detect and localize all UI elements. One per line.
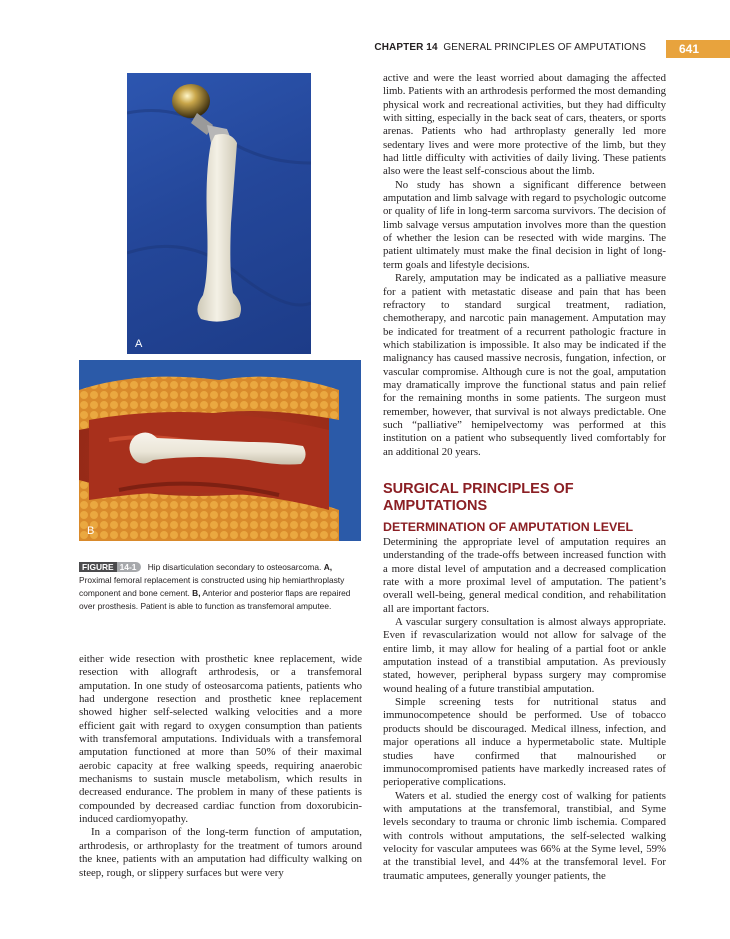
chapter-heading bbox=[374, 42, 646, 53]
paragraph: A vascular surgery consultation is almost always appropriate. Even if revascularization would not allow for salvage of the entire limb, it may allow for healing of a partial foot or ankle amputation instead of a transtibial amputation. As previously stated, however, peripheral bypass surgery may compromise wound healing of a future transtibial amputation. bbox=[383, 616, 666, 695]
prosthesis-illustration bbox=[127, 73, 311, 354]
paragraph: Determining the appropriate level of amputation requires an understanding of the trade-offs between increased function with a more distal level of amputation and a decreased complication rate with a more proximal level of amputation. The patient’s overall well-being, general medical condition, and rehabilitation all are important factors. bbox=[383, 536, 666, 615]
chapter-label: CHAPTER 14 bbox=[374, 42, 438, 53]
caption-a-text: Proximal femoral replacement is constructed using hip hemiarthroplasty component and bone cement. bbox=[79, 575, 345, 598]
panel-a-label: A bbox=[135, 338, 143, 350]
right-column-top bbox=[383, 72, 666, 459]
paragraph: In a comparison of the long-term function of amputation, arthrodesis, or arthroplasty for the treatment of tumors around the knee, patients with an amputation had difficulty walking on steep, rough, or slippery surfaces but were very bbox=[79, 826, 362, 879]
paragraph: Rarely, amputation may be indicated as a palliative measure for a patient with metastatic disease and pain that has been refractory to standard surgical treatment, radiation, chemotherapy, and narcotic pain management. Amputation may be indicated for treatment of a recurrent pathologic fracture in which stabilization is impossible. It also may be indicated if the malignancy has caused massive necrosis, fungation, infection, or vascular compromise. Although cure is not the goal, amputation may dramatically improve the functional status and pain relief for the remaining months in some patients. The surgeon must remember, however, that survival is not always predictable. One such “palliative” hemipelvectomy was performed at this institution on a patient who subsequently lived comfortably for an additional 20 years. bbox=[383, 272, 666, 458]
figure-tag bbox=[79, 561, 141, 574]
right-column-bottom bbox=[383, 536, 666, 883]
panel-b-label: B bbox=[87, 525, 95, 537]
subsection-heading: DETERMINATION OF AMPUTATION LEVEL bbox=[383, 520, 634, 534]
figure-photo-b bbox=[79, 360, 361, 541]
running-header bbox=[0, 40, 730, 58]
paragraph: Waters et al. studied the energy cost of walking for patients with amputations at the transfemoral, transtibial, and Syme levels secondary to trauma or chronic limb ischemia. Compared with controls without amputations, the self-selected walking velocity for vascular amputees was 66% at the Syme level, 59% at the transtibial level, and 44% at the transfemoral level. For traumatic amputees, generally younger patients, the bbox=[383, 789, 666, 882]
caption-b-label: B, bbox=[192, 588, 201, 598]
surgical-field-illustration bbox=[79, 360, 361, 541]
page-number: 641 bbox=[666, 40, 730, 58]
caption-b-text: Anterior and posterior flaps are repaired over prosthesis. Patient is able to function as transfemoral amputee. bbox=[79, 588, 351, 611]
caption-title: Hip disarticulation secondary to osteosarcoma. bbox=[147, 562, 322, 572]
caption-a-label: A, bbox=[323, 562, 333, 572]
paragraph: No study has shown a significant difference between amputation and limb salvage with regard to psychologic outcome or quality of life in long-term sarcoma survivors. The decision of limb salvage versus amputation involves more than the question of whether the lesion can be resected with wide margins. The patient ultimately must make the final decision in light of long-term goals and lifestyle decisions. bbox=[383, 178, 666, 271]
paragraph: active and were the least worried about damaging the affected limb. Patients with an arthrodesis performed the most demanding physical work and recreational activities, but they had difficulty with sitting, especially in the back seat of cars, theaters, or sports arenas. Patients who had arthroplasty generally led more sedentary lives and were more protective of the limb, but they had little difficulty with activities of daily living. These patients also were the least self-conscious about the limb. bbox=[383, 72, 666, 178]
paragraph: either wide resection with prosthetic knee replacement, wide resection with allograft arthrodesis, or a transfemoral amputation. In one study of osteosarcoma patients, patients who had undergone resection and prosthetic knee replacement showed higher self-selected walking velocities and a more efficient gait with regard to oxygen consumption than patients with transfemoral amputations. Individuals with a transfemoral amputation functioned at more than 50% of their maximal aerobic capacity at free walking speeds, requiring anaerobic mechanisms to sustain muscle metabolism, which results in decreased endurance. The problem in many of these patients is compounded by decreased cardiac function from doxorubicin-induced cardiomyopathy. bbox=[79, 653, 362, 826]
figure-caption bbox=[79, 561, 362, 613]
left-column bbox=[79, 653, 362, 880]
section-heading: SURGICAL PRINCIPLES OF AMPUTATIONS bbox=[383, 481, 574, 514]
figure-photo-a bbox=[127, 73, 311, 354]
figure-tag-number: 14-1 bbox=[117, 562, 142, 572]
chapter-title: GENERAL PRINCIPLES OF AMPUTATIONS bbox=[443, 42, 646, 53]
paragraph: Simple screening tests for nutritional status and immunocompetence should be performed. Use of tobacco products should be discouraged. Medical illness, infection, and major operations all induce a hypermetabolic state. Multiple studies have confirmed that malnourished or immunocompromised patients have markedly increased rates of perioperative complications. bbox=[383, 696, 666, 789]
figure-tag-word: FIGURE bbox=[79, 562, 117, 572]
